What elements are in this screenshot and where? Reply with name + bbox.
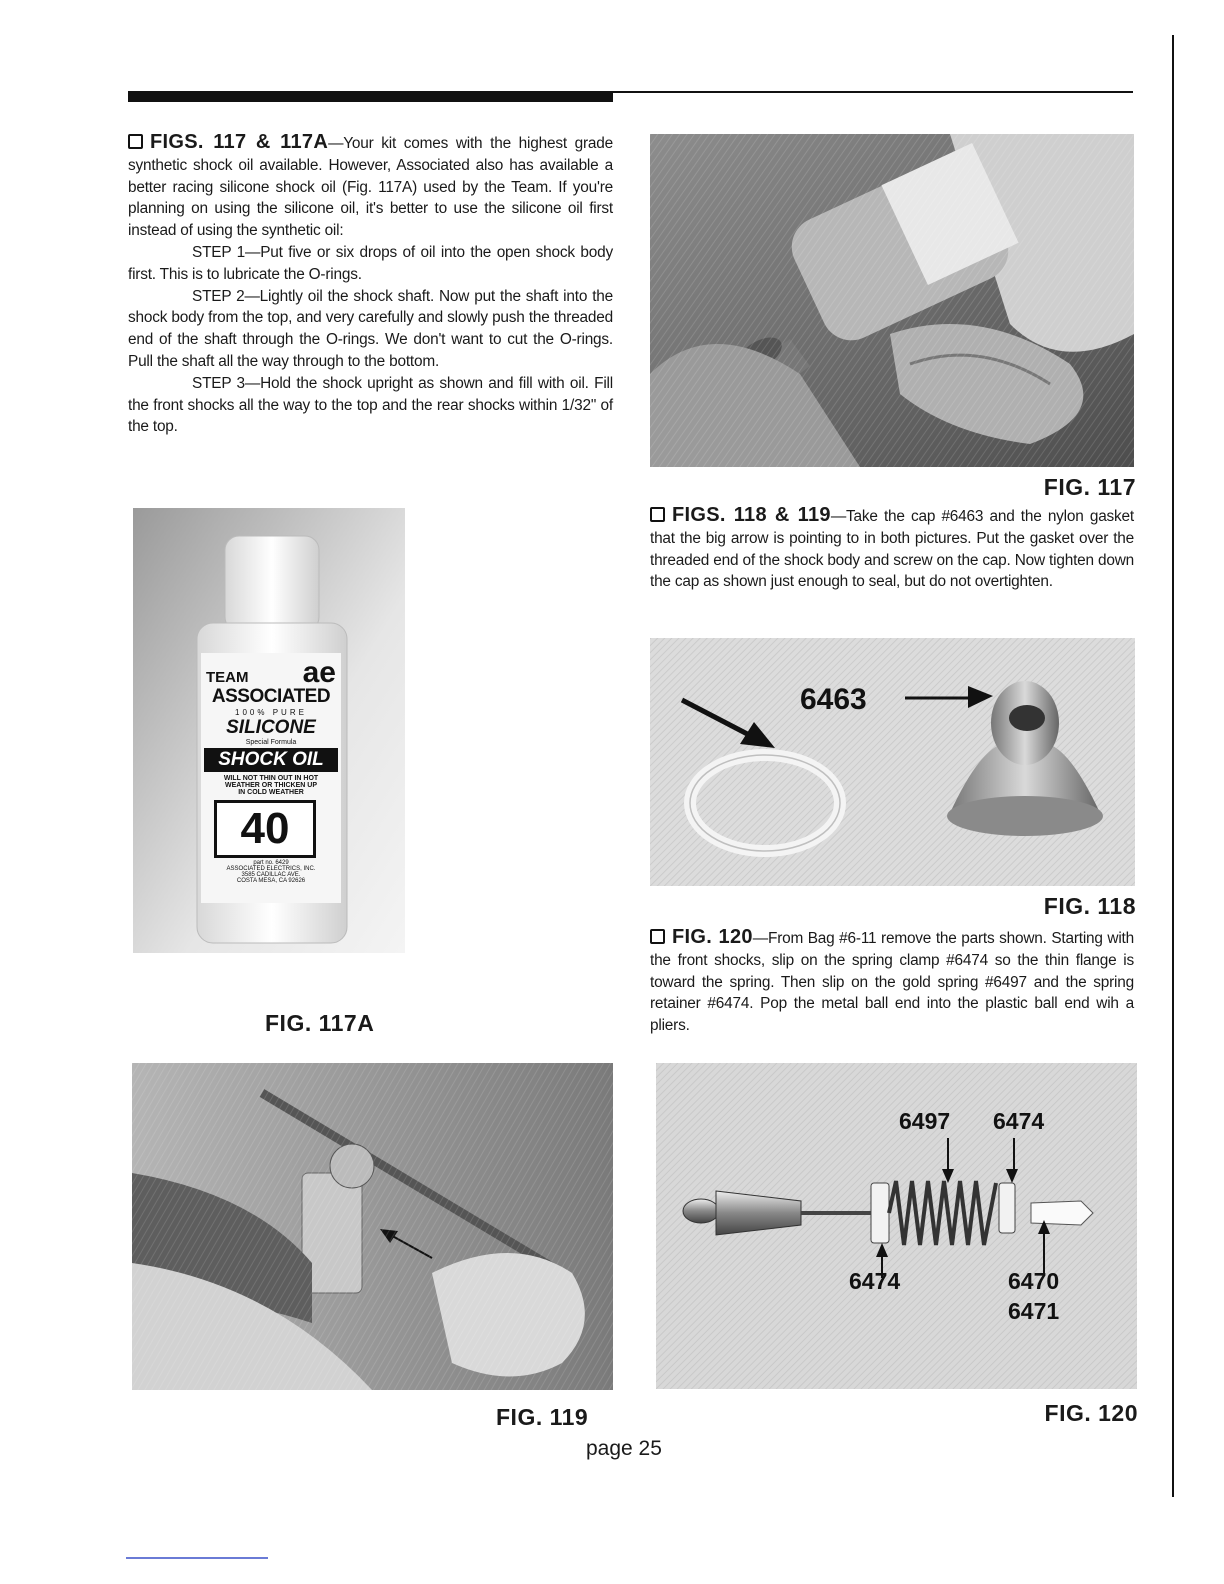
bottle-address-1: 3585 CADILLAC AVE. bbox=[241, 872, 301, 878]
bottle-ae-logo: ae bbox=[302, 656, 336, 689]
section-figs-118-119 bbox=[650, 505, 1134, 593]
section-heading: FIGS. 118 & 119 bbox=[672, 504, 831, 526]
section-body: —From Bag #6-11 remove the parts shown. Starting with the front shocks, slip on the spring clamp #6474 so the thin flange is toward the spring. Then slip on the gold spring #6497 and the spring retainer #6474. Pop the metal ball end into the plastic ball end wih a pliers. bbox=[650, 930, 1134, 1035]
bottle-purity: 100% PURE bbox=[235, 708, 307, 717]
checkbox-icon bbox=[650, 507, 665, 522]
bottom-link-underline bbox=[126, 1557, 268, 1559]
right-margin-line bbox=[1172, 35, 1174, 1497]
bottle-formula: Special Formula bbox=[245, 739, 297, 746]
checkbox-icon bbox=[650, 929, 665, 944]
bottle-claim-2: WEATHER OR THICKEN UP bbox=[224, 782, 318, 789]
section-intro: —Your kit comes with the highest grade synthetic shock oil available. However, Associated also has available a better racing silicone shock oil (Fig. 117A) used by the Team. If you're planning on using the silicone oil, it's better to use the silicone oil first instead of using the synthetic oil: bbox=[128, 135, 613, 240]
fig-118-caption: FIG. 118 bbox=[1043, 893, 1136, 919]
label-6474-bottom: 6474 bbox=[849, 1268, 901, 1294]
section-fig-120 bbox=[650, 927, 1134, 1037]
section-body: —Take the cap #6463 and the nylon gasket that the big arrow is pointing to in both pictures. Put the gasket over the threaded end of the shock body and screw on the cap. Now tighten down the cap as shown just enough to seal, but do not overtighten. bbox=[650, 508, 1134, 591]
fig-117-photo bbox=[650, 134, 1134, 467]
bottle-shock-oil: SHOCK OIL bbox=[204, 748, 338, 772]
bottle-maker: ASSOCIATED ELECTRICS, INC. bbox=[226, 866, 316, 872]
fig-118-photo bbox=[650, 638, 1135, 886]
section-figs-117 bbox=[128, 132, 613, 438]
bottle-part-no: part no. 6429 bbox=[253, 860, 289, 866]
section-heading: FIG. 120 bbox=[672, 926, 753, 948]
section-heading: FIGS. 117 & 117A bbox=[150, 131, 329, 153]
fig-119-photo bbox=[132, 1063, 613, 1390]
bottle-address-2: COSTA MESA, CA 92626 bbox=[236, 878, 306, 884]
label-6474-top: 6474 bbox=[993, 1108, 1045, 1134]
fig-117a-caption: FIG. 117A bbox=[265, 1010, 375, 1036]
step-3: STEP 3—Hold the shock upright as shown and fill with oil. Fill the front shocks all the way to the top and the rear shocks within 1/32" of the top. bbox=[128, 374, 613, 436]
fig-117-caption: FIG. 117 bbox=[1043, 474, 1136, 500]
fig-119-caption: FIG. 119 bbox=[496, 1404, 589, 1430]
bottle-silicone: SILICONE bbox=[226, 717, 316, 738]
bottle-label bbox=[198, 656, 344, 950]
label-6471: 6471 bbox=[1008, 1298, 1060, 1324]
step-1: STEP 1—Put five or six drops of oil into the open shock body first. This is to lubricate the O-rings. bbox=[128, 243, 613, 283]
fig-120-photo bbox=[656, 1063, 1137, 1389]
bottle-claim-1: WILL NOT THIN OUT IN HOT bbox=[223, 775, 319, 782]
top-rule-thick bbox=[128, 91, 613, 102]
bottle-brand: ASSOCIATED bbox=[211, 686, 331, 707]
step-2: STEP 2—Lightly oil the shock shaft. Now put the shaft into the shock body from the top, and very carefully and slowly push the threaded end of the shaft through the O-rings. We don't want to cut the O-rings. Pull the shaft all the way through to the bottom. bbox=[128, 287, 613, 370]
top-rule-thin bbox=[613, 91, 1133, 93]
label-6497: 6497 bbox=[899, 1108, 951, 1134]
checkbox-icon bbox=[128, 134, 143, 149]
page-number: page 25 bbox=[586, 1437, 662, 1460]
fig-120-caption: FIG. 120 bbox=[1044, 1400, 1138, 1426]
bottle-weight: 40 bbox=[214, 800, 316, 858]
bottle-team-text: TEAM bbox=[206, 669, 249, 686]
label-6463: 6463 bbox=[800, 683, 867, 716]
label-6470: 6470 bbox=[1008, 1268, 1060, 1294]
bottle-claim-3: IN COLD WEATHER bbox=[238, 789, 304, 796]
